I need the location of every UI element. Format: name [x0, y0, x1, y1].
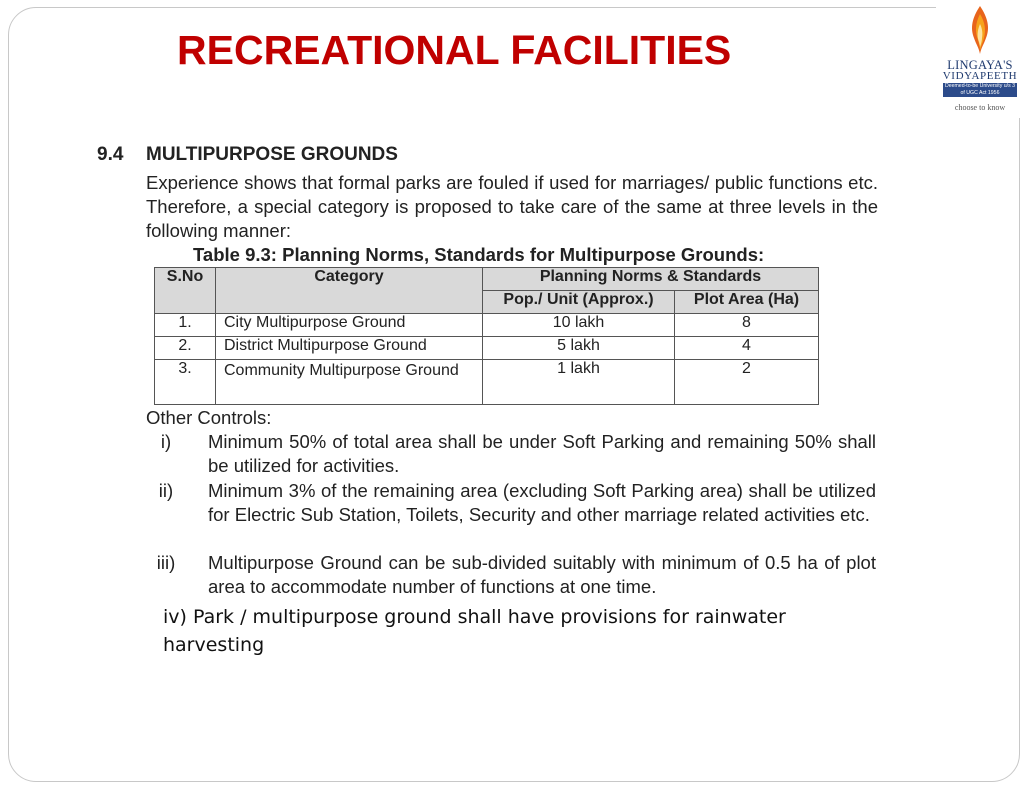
header-pop: Pop./ Unit (Approx.)	[483, 291, 675, 314]
control-number: ii)	[158, 480, 174, 501]
control-text: Multipurpose Ground can be sub-divided suitably with minimum of 0.5 ha of plot area to accommodate number of functions at one time.	[208, 552, 876, 597]
logo-line-3: Deemed-to-be University u/s 3 of UGC Act 1956	[944, 83, 1016, 96]
logo-tagline: choose to know	[954, 103, 1006, 112]
table-header-row	[155, 268, 819, 291]
header-sno: S.No	[155, 268, 216, 314]
intro-paragraph: Experience shows that formal parks are fouled if used for marriages/ public functions etc. Therefore, a special category is proposed to take care of the same at three levels in the following manner:	[146, 172, 878, 241]
slide-title: RECREATIONAL FACILITIES	[177, 27, 732, 73]
cell-pop: 1 lakh	[483, 360, 675, 405]
norms-table	[154, 267, 819, 405]
table-caption: Table 9.3: Planning Norms, Standards for Multipurpose Grounds:	[193, 244, 765, 265]
cell-plot: 4	[675, 337, 819, 360]
cell-plot: 8	[675, 314, 819, 337]
table-row	[155, 360, 819, 405]
section-number: 9.4	[97, 144, 124, 165]
cell-pop: 10 lakh	[483, 314, 675, 337]
cell-pop: 5 lakh	[483, 337, 675, 360]
header-plot: Plot Area (Ha)	[675, 291, 819, 314]
cell-sno: 1.	[155, 314, 216, 337]
cell-category: District Multipurpose Ground	[216, 337, 483, 360]
header-group: Planning Norms & Standards	[483, 268, 819, 291]
table-row	[155, 314, 819, 337]
cell-sno: 2.	[155, 337, 216, 360]
cell-plot: 2	[675, 360, 819, 405]
rainwater-note: iv) Park / multipurpose ground shall have provisions for rainwater harvesting	[163, 606, 786, 656]
control-text: Minimum 3% of the remaining area (excluding Soft Parking area) shall be utilized for Electric Sub Station, Toilets, Security and other marriage related activities etc.	[208, 480, 876, 525]
control-number: iii)	[156, 552, 176, 573]
cell-category: Community Multipurpose Ground	[216, 360, 483, 405]
control-number: i)	[160, 431, 172, 452]
cell-category: City Multipurpose Ground	[216, 314, 483, 337]
header-category: Category	[216, 268, 483, 314]
cell-sno: 3.	[155, 360, 216, 405]
other-controls-heading: Other Controls:	[146, 407, 272, 428]
logo-line-2: VIDYAPEETH	[942, 70, 1018, 82]
logo-line-1: LINGAYA'S	[947, 58, 1013, 72]
table-row	[155, 337, 819, 360]
section-title: MULTIPURPOSE GROUNDS	[146, 144, 398, 165]
control-text: Minimum 50% of total area shall be under Soft Parking and remaining 50% shall be utilized for activities.	[208, 431, 876, 476]
